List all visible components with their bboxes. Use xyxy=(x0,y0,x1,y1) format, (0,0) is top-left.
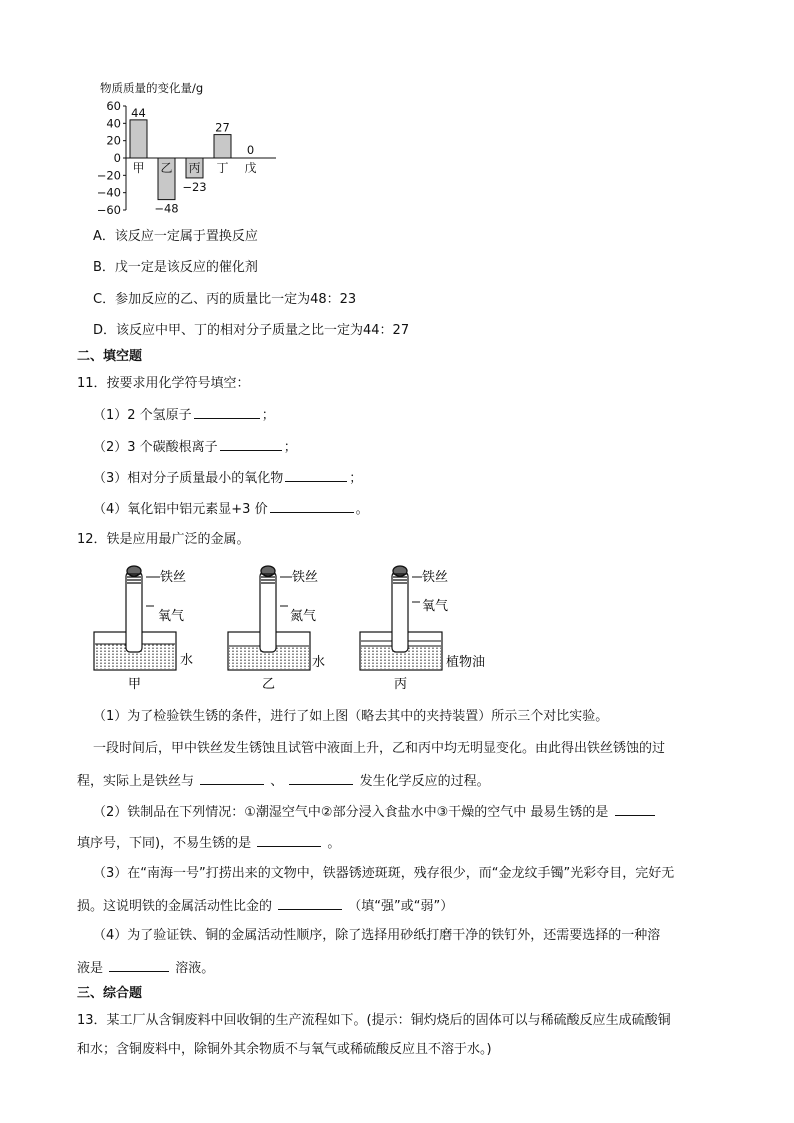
apparatus-bing xyxy=(360,566,485,692)
test-tube-bing xyxy=(392,572,408,652)
section-2-title: 二、填空题 xyxy=(77,349,143,364)
q12-part2-cont-end: 。 xyxy=(327,836,341,851)
q12-part4-blank[interactable] xyxy=(109,958,169,972)
q11-item-3-blank[interactable] xyxy=(285,468,347,482)
value-label: −48 xyxy=(154,201,179,216)
q11-item-4 xyxy=(93,499,369,519)
q12-part1-conclusion xyxy=(77,771,490,791)
iron-wire-coil-yi xyxy=(261,566,275,583)
label-water-jia: 水 xyxy=(180,653,194,668)
label-oxygen-bing: 氧气 xyxy=(422,599,449,614)
label-iron-wire-yi: 铁丝 xyxy=(292,570,319,585)
q12-part4-cont xyxy=(77,958,214,978)
q13-line-2: 和水；含铜废料中，除铜外其余物质不与氧气或稀硫酸反应且不溶于水。) xyxy=(77,1042,492,1057)
mass-change-bar-chart xyxy=(88,78,288,220)
q12-part3-cont-text: 损。这说明铁的金属活动性比金的 xyxy=(77,899,273,914)
label-oxygen-jia: 氧气 xyxy=(158,609,185,624)
q11-item-2-end: ； xyxy=(283,440,297,455)
q11-item-3 xyxy=(93,468,362,488)
q11-item-2 xyxy=(93,437,297,457)
category-label: 乙 xyxy=(160,161,173,175)
q11-item-4-blank[interactable] xyxy=(270,499,354,513)
option-d: D．该反应中甲、丁的相对分子质量之比一定为44：27 xyxy=(93,323,410,338)
q12-stem: 12．铁是应用最广泛的金属。 xyxy=(77,532,250,547)
test-tube-yi xyxy=(260,572,276,652)
section-3-title: 三、综合题 xyxy=(77,986,143,1001)
label-bing: 丙 xyxy=(394,677,408,692)
option-c: C．参加反应的乙、丙的质量比一定为48：23 xyxy=(93,292,357,307)
iron-rust-experiment-diagram xyxy=(88,560,508,694)
q13-line-1: 13．某工厂从含铜废料中回收铜的生产流程如下。(提示：铜灼烧后的固体可以与稀硫酸反应生成硫酸铜 xyxy=(77,1013,671,1028)
y-tick-label: 20 xyxy=(106,133,121,148)
y-tick-label: 0 xyxy=(113,151,121,165)
q12-part1-text-c: 发生化学反应的过程。 xyxy=(359,774,490,789)
value-label: 0 xyxy=(246,143,255,157)
iron-wire-coil-bing xyxy=(393,566,407,583)
bar-甲 xyxy=(130,120,147,158)
q11-item-1-blank[interactable] xyxy=(194,405,260,419)
label-nitrogen-yi: 氮气 xyxy=(290,609,317,624)
q12-part3-blank[interactable] xyxy=(278,896,342,910)
q11-item-1-text: （1）2 个氢原子 xyxy=(93,408,192,423)
apparatus-jia xyxy=(94,566,193,692)
q12-part4-cont-text: 液是 xyxy=(77,961,104,976)
q11-item-4-end: 。 xyxy=(355,502,369,517)
test-tube-jia xyxy=(126,572,142,652)
q12-part3-cont xyxy=(77,896,453,916)
bar-丁 xyxy=(214,135,231,158)
label-iron-wire-jia: 铁丝 xyxy=(160,570,187,585)
q12-part2-blank-1[interactable] xyxy=(615,802,655,816)
category-label: 甲 xyxy=(132,161,145,175)
q11-item-2-text: （2）3 个碳酸根离子 xyxy=(93,440,218,455)
category-label: 丙 xyxy=(188,161,201,175)
y-tick-label: −60 xyxy=(96,203,121,217)
q11-stem: 11．按要求用化学符号填空： xyxy=(77,376,250,391)
category-label: 戊 xyxy=(244,161,257,175)
q11-item-1 xyxy=(93,405,275,425)
q12-part2-blank-2[interactable] xyxy=(257,833,321,847)
q12-part2-cont xyxy=(77,833,340,853)
y-tick-label: −20 xyxy=(96,168,121,183)
q12-part3-cont-end: （填“强”或“弱”） xyxy=(348,899,454,914)
label-plant-oil-bing: 植物油 xyxy=(446,655,486,670)
label-iron-wire-bing: 铁丝 xyxy=(422,570,449,585)
q11-item-3-end: ； xyxy=(349,471,363,486)
q12-part1-text-b: 、 xyxy=(270,774,284,789)
label-yi: 乙 xyxy=(262,677,276,692)
q12-part2 xyxy=(93,802,657,822)
y-tick-label: 60 xyxy=(106,99,121,113)
value-label: 27 xyxy=(215,120,230,135)
value-label: −23 xyxy=(182,179,207,194)
q12-part3: （3）在“南海一号”打捞出来的文物中，铁器锈迹斑斑，残存很少，而“金龙纹手镯”光彩夺目，完好无 xyxy=(93,866,675,881)
label-jia: 甲 xyxy=(128,677,142,692)
q12-part2-cont-text: 填序号，下同)，不易生锈的是 xyxy=(77,836,252,851)
q11-item-3-text: （3）相对分子质量最小的氧化物 xyxy=(93,471,284,486)
q12-part2-text: （2）铁制品在下列情况：①潮湿空气中②部分浸入食盐水中③干燥的空气中 最易生锈的是 xyxy=(93,805,609,820)
option-b: B．戊一定是该反应的催化剂 xyxy=(93,260,258,275)
iron-wire-coil-jia xyxy=(127,566,141,583)
option-a: A．该反应一定属于置换反应 xyxy=(93,229,258,244)
y-tick-label: 40 xyxy=(106,116,121,131)
q12-part1-text-a: 程，实际上是铁丝与 xyxy=(77,774,195,789)
q12-part1-blank-1[interactable] xyxy=(200,771,264,785)
q11-item-1-end: ； xyxy=(261,408,275,423)
label-water-yi: 水 xyxy=(312,655,326,670)
q11-item-4-text: （4）氧化铝中铝元素显+3 价 xyxy=(93,502,268,517)
y-tick-label: −40 xyxy=(96,185,121,200)
q12-part4: （4）为了验证铁、铜的金属活动性顺序，除了选择用砂纸打磨干净的铁钉外，还需要选择的一种溶 xyxy=(93,928,661,943)
q12-part1-observation: 一段时间后，甲中铁丝发生锈蚀且试管中液面上升，乙和丙中均无明显变化。由此得出铁丝锈蚀的过 xyxy=(93,741,666,756)
q12-part1: （1）为了检验铁生锈的条件，进行了如上图（略去其中的夹持装置）所示三个对比实验。 xyxy=(93,709,609,724)
category-label: 丁 xyxy=(216,161,229,175)
q11-item-2-blank[interactable] xyxy=(220,437,282,451)
apparatus-yi xyxy=(228,566,325,692)
chart-y-axis-label: 物质质量的变化量/g xyxy=(100,81,204,95)
q12-part4-cont-end: 溶液。 xyxy=(175,961,215,976)
value-label: 44 xyxy=(131,105,146,120)
q12-part1-blank-2[interactable] xyxy=(289,771,353,785)
